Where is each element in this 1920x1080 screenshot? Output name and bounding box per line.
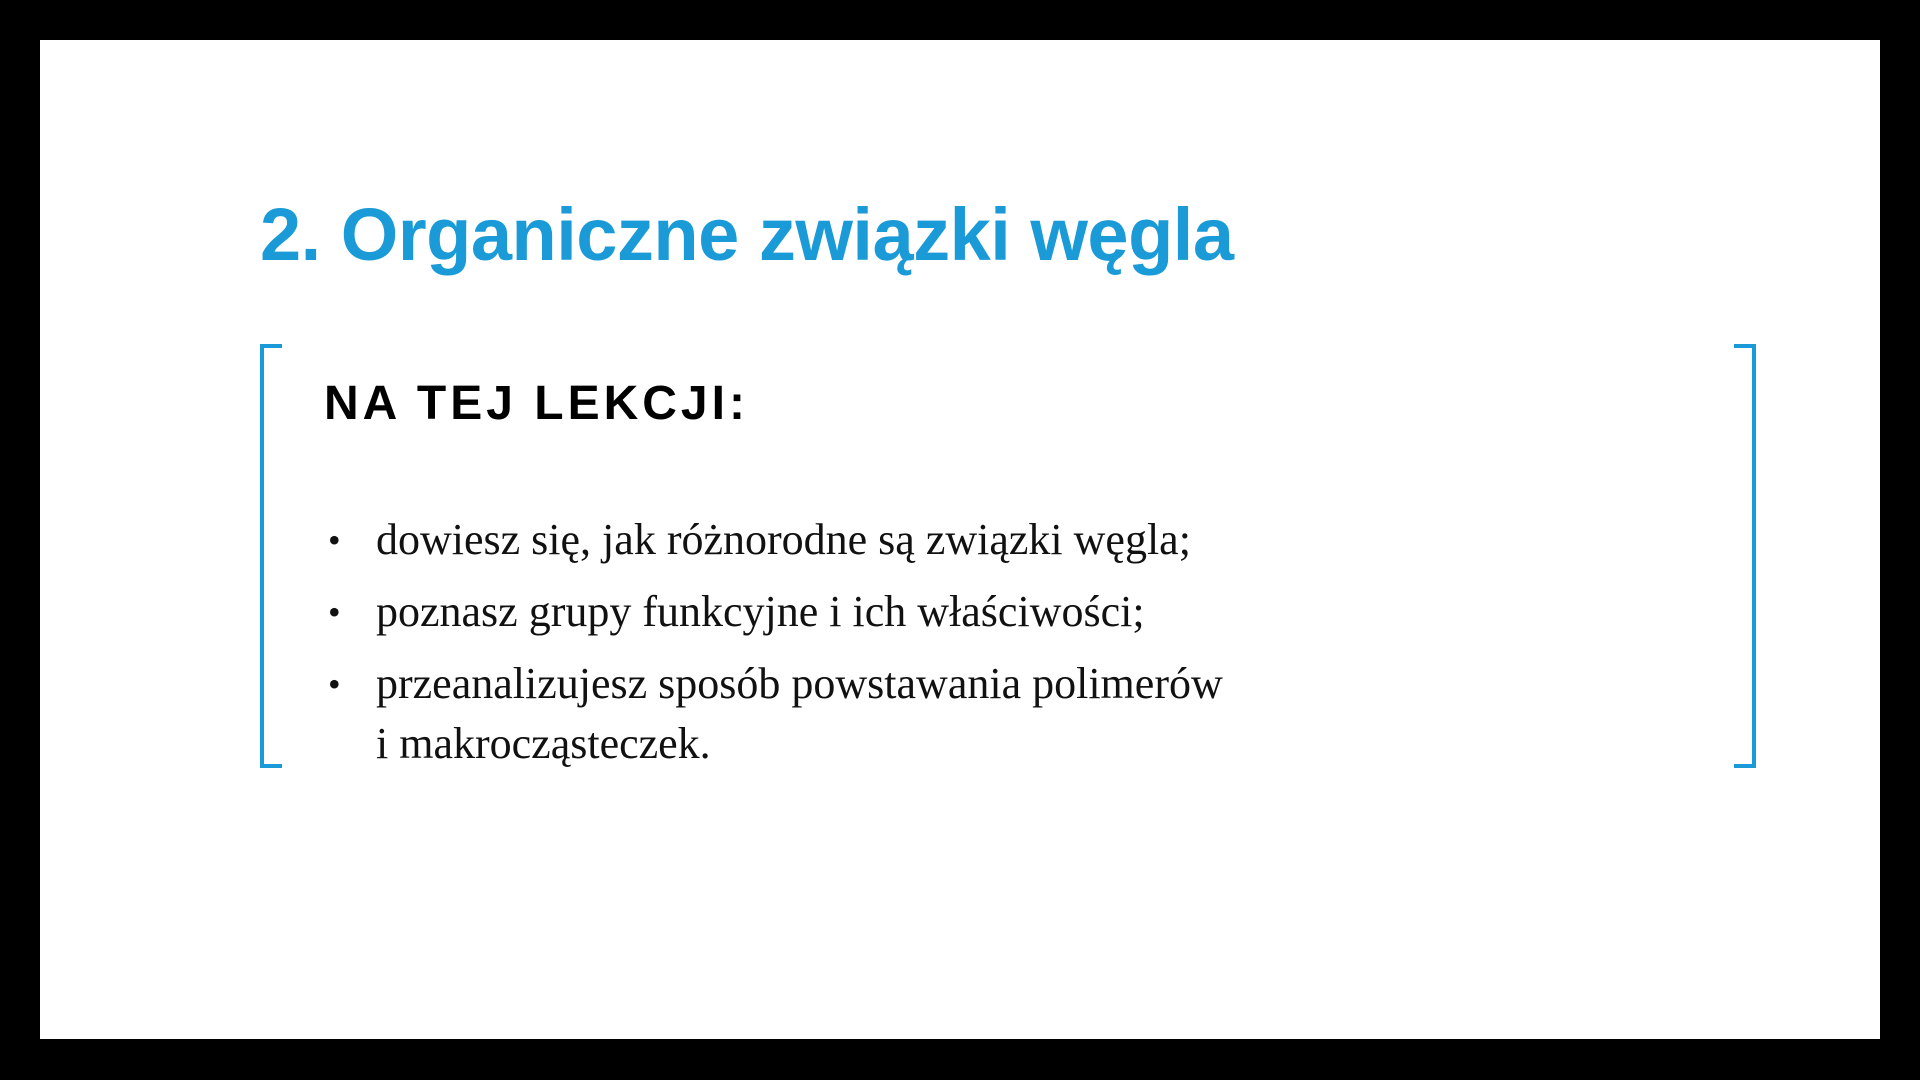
bullet-icon: • bbox=[328, 664, 341, 704]
bullet-icon: • bbox=[328, 592, 341, 632]
list-item bbox=[324, 654, 1424, 774]
bullet-icon: • bbox=[328, 520, 341, 560]
right-bracket-decoration bbox=[1734, 344, 1756, 768]
left-bracket-decoration bbox=[260, 344, 282, 768]
slide-title: 2. Organiczne związki węgla bbox=[260, 193, 1234, 276]
slide-canvas bbox=[40, 40, 1880, 1039]
list-item-text: przeanalizujesz sposób powstawania polimerów bbox=[376, 659, 1223, 708]
list-item-text-continuation: i makrocząsteczek. bbox=[376, 719, 711, 768]
lesson-goals-heading: NA TEJ LEKCJI: bbox=[324, 377, 749, 430]
list-item bbox=[324, 582, 1424, 642]
list-item-text: dowiesz się, jak różnorodne są związki węgla; bbox=[376, 515, 1191, 564]
list-item bbox=[324, 510, 1424, 570]
lesson-goals-list bbox=[324, 510, 1424, 786]
list-item-text: poznasz grupy funkcyjne i ich właściwości; bbox=[376, 587, 1145, 636]
